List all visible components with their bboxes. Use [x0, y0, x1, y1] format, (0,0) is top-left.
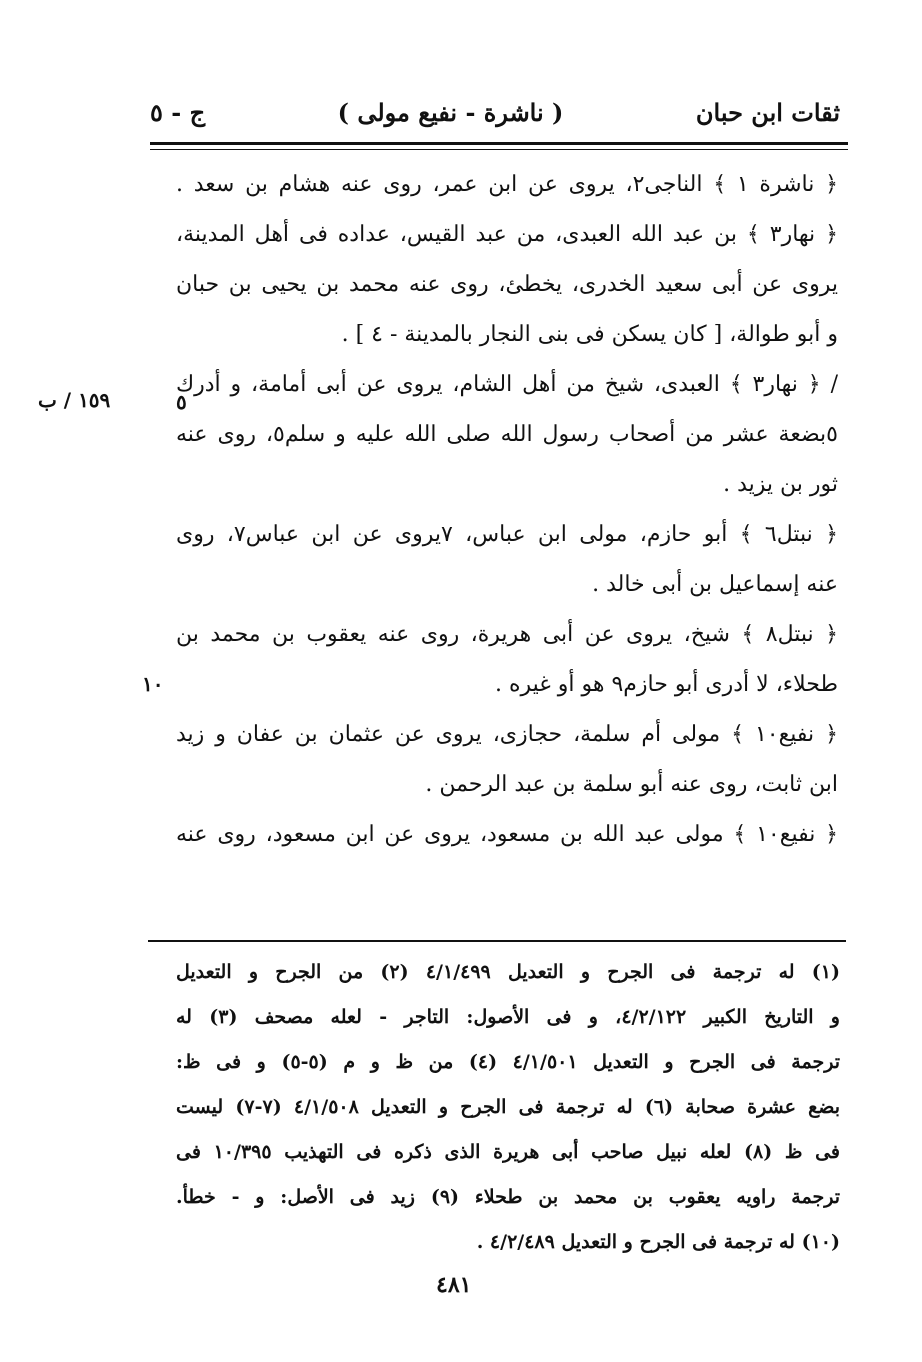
running-header — [150, 92, 840, 132]
text-line: ﴿ نبتل٦ ﴾ أبو حازم، مولى ابن عباس، ٧يروى عن ابن عباس٧، روى — [176, 522, 838, 547]
text-line: ﴿ ناشرة ١ ﴾ الناجى٢، يروى عن ابن عمر، روى عنه هشام بن سعد . — [176, 172, 838, 197]
main-text — [176, 160, 838, 860]
footnote-line: ترجمة راويه يعقوب بن محمد بن طحلاء (٩) زيد فى الأصل: و - خطأ. — [176, 1186, 840, 1208]
line-number-10: ١٠ — [142, 672, 164, 696]
footnote-line: ترجمة فى الجرح و التعديل ٤/١/٥٠١ (٤) من ظ و م (٥-٥) و فى ظ: — [176, 1051, 840, 1073]
book-title: ثقات ابن حبان — [695, 97, 840, 127]
text-line: ٥بضعة عشر من أصحاب رسول الله صلى الله عليه و سلم٥، روى عنه — [176, 422, 838, 447]
text-line: ﴿ نهار٣ ﴾ بن عبد الله العبدى، من عبد القيس، عداده فى أهل المدينة، — [176, 222, 838, 247]
footnote-line: بضع عشرة صحابة (٦) له ترجمة فى الجرح و التعديل ٤/١/٥٠٨ (٧-٧) ليست — [176, 1096, 840, 1118]
folio-marker: ١٥٩ / ب — [38, 388, 111, 412]
text-line: طحلاء، لا أدرى أبو حازم٩ هو أو غيره . — [494, 672, 838, 697]
text-line: / ﴿ نهار٣ ﴾ العبدى، شيخ من أهل الشام، يروى عن أبى أمامة، و أدرك — [176, 372, 838, 397]
volume-number: ج - ٥ — [150, 97, 206, 127]
footnote-line: (١) له ترجمة فى الجرح و التعديل ٤/١/٤٩٩ (٢) من الجرح و التعديل — [176, 961, 840, 983]
header-rule — [150, 142, 848, 150]
text-line: ثور بن يزيد . — [723, 472, 838, 497]
text-line: ابن ثابت، روى عنه أبو سلمة بن عبد الرحمن . — [425, 772, 838, 797]
text-line: يروى عن أبى سعيد الخدرى، يخطئ، روى عنه محمد بن يحيى بن حبان — [176, 272, 838, 297]
text-line: ﴿ نبتل٨ ﴾ شيخ، يروى عن أبى هريرة، روى عنه يعقوب بن محمد بن — [176, 622, 838, 647]
text-line: عنه إسماعيل بن أبى خالد . — [592, 572, 838, 597]
text-line: ﴿ نفيع١٠ ﴾ مولى أم سلمة، حجازى، يروى عن عثمان بن عفان و زيد — [176, 722, 838, 747]
footnote-line: (١٠) له ترجمة فى الجرح و التعديل ٤/٢/٤٨٩ . — [476, 1231, 840, 1253]
text-line: و أبو طوالة، [ كان يسكن فى بنى النجار بالمدينة - ٤ ] . — [341, 322, 838, 347]
footnote-rule — [148, 940, 846, 942]
footnote-line: فى ظ (٨) لعله نبيل صاحب أبى هريرة الذى ذكره فى التهذيب ١٠/٣٩٥ فى — [176, 1141, 840, 1163]
line-number-5: ٥ — [176, 390, 187, 414]
text-line: ﴿ نفيع١٠ ﴾ مولى عبد الله بن مسعود، يروى عن ابن مسعود، روى عنه — [176, 822, 838, 847]
footnote-line: و التاريخ الكبير ٤/٢/١٢٢، و فى الأصول: التاجر - لعله مصحف (٣) له — [176, 1006, 840, 1028]
footnotes — [176, 950, 840, 1265]
page-number: ٤٨١ — [436, 1272, 472, 1298]
section-title: ( ناشرة - نفيع مولى ) — [337, 97, 564, 127]
